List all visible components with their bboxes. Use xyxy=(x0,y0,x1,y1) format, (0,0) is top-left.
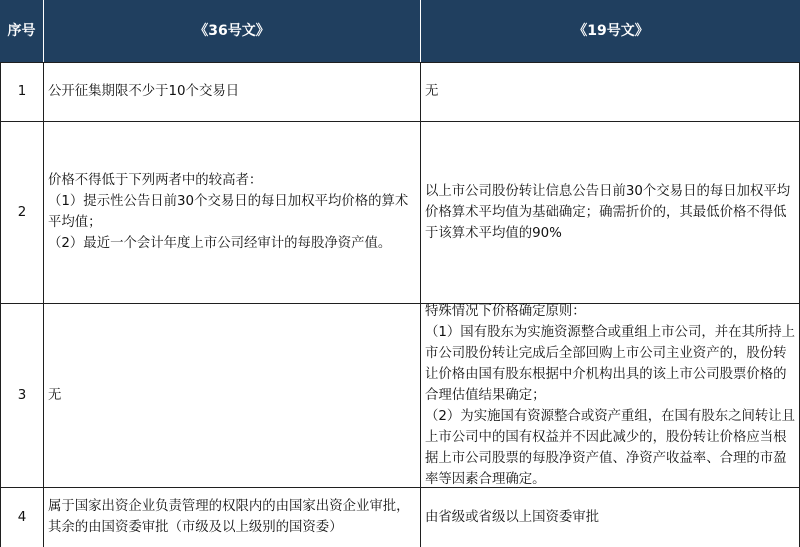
cell-text: （1）提示性公告日前30个交易日的每日加权平均价格的算术平均值； xyxy=(48,194,409,230)
table-header xyxy=(0,0,800,63)
cell-text: 无 xyxy=(48,387,62,403)
cell-text: （1）国有股东为实施资源整合或重组上市公司，并在其所持上市公司股份转让完成后全部回购上市公司主业资产的，股份转让价格由国有股东根据中介机构出具的该上市公司股票价格的合理估值结果确定； xyxy=(425,324,796,403)
cell-36 xyxy=(44,303,421,487)
cell-19 xyxy=(421,303,800,487)
cell-36 xyxy=(44,487,421,547)
row-number: 1 xyxy=(0,62,44,121)
cell-text: 公开征集期限不少于10个交易日 xyxy=(48,84,240,99)
header-col-19: 《19号文》 xyxy=(421,0,800,62)
row-number: 2 xyxy=(0,121,44,303)
cell-19 xyxy=(421,62,800,121)
cell-text: （2）为实施国有资源整合或资产重组，在国有股东之间转让且上市公司中的国有权益并不因此减少的，股份转让价格应当根据上市公司股票的每股净资产值、净资产收益率、合理的市盈率等因素合理确定。 xyxy=(425,408,796,487)
cell-text: 属于国家出资企业负责管理的权限内的由国家出资企业审批，其余的由国资委审批（市级及以上级别的国资委） xyxy=(48,499,410,535)
cell-text: 无 xyxy=(425,84,439,99)
table-row xyxy=(0,121,800,304)
row-number: 4 xyxy=(0,487,44,547)
cell-19 xyxy=(421,121,800,303)
cell-36 xyxy=(44,121,421,303)
cell-text: 以上市公司股份转让信息公告日前30个交易日的每日加权平均价格算术平均值为基础确定；确需折价的，其最低价格不得低于该算术平均值的90% xyxy=(425,183,791,241)
cell-36 xyxy=(44,62,421,121)
cell-text: 特殊情况下价格确定原则： xyxy=(425,303,586,319)
cell-text: （2）最近一个会计年度上市公司经审计的每股净资产值。 xyxy=(48,236,392,251)
table-row xyxy=(0,303,800,488)
table-row xyxy=(0,487,800,547)
cell-text: 价格不得低于下列两者中的较高者： xyxy=(48,173,263,188)
header-col-no: 序号 xyxy=(0,0,44,62)
table-row xyxy=(0,62,800,122)
cell-19 xyxy=(421,487,800,547)
cell-text: 由省级或省级以上国资委审批 xyxy=(425,509,600,525)
row-number: 3 xyxy=(0,303,44,487)
header-col-36: 《36号文》 xyxy=(44,0,421,62)
